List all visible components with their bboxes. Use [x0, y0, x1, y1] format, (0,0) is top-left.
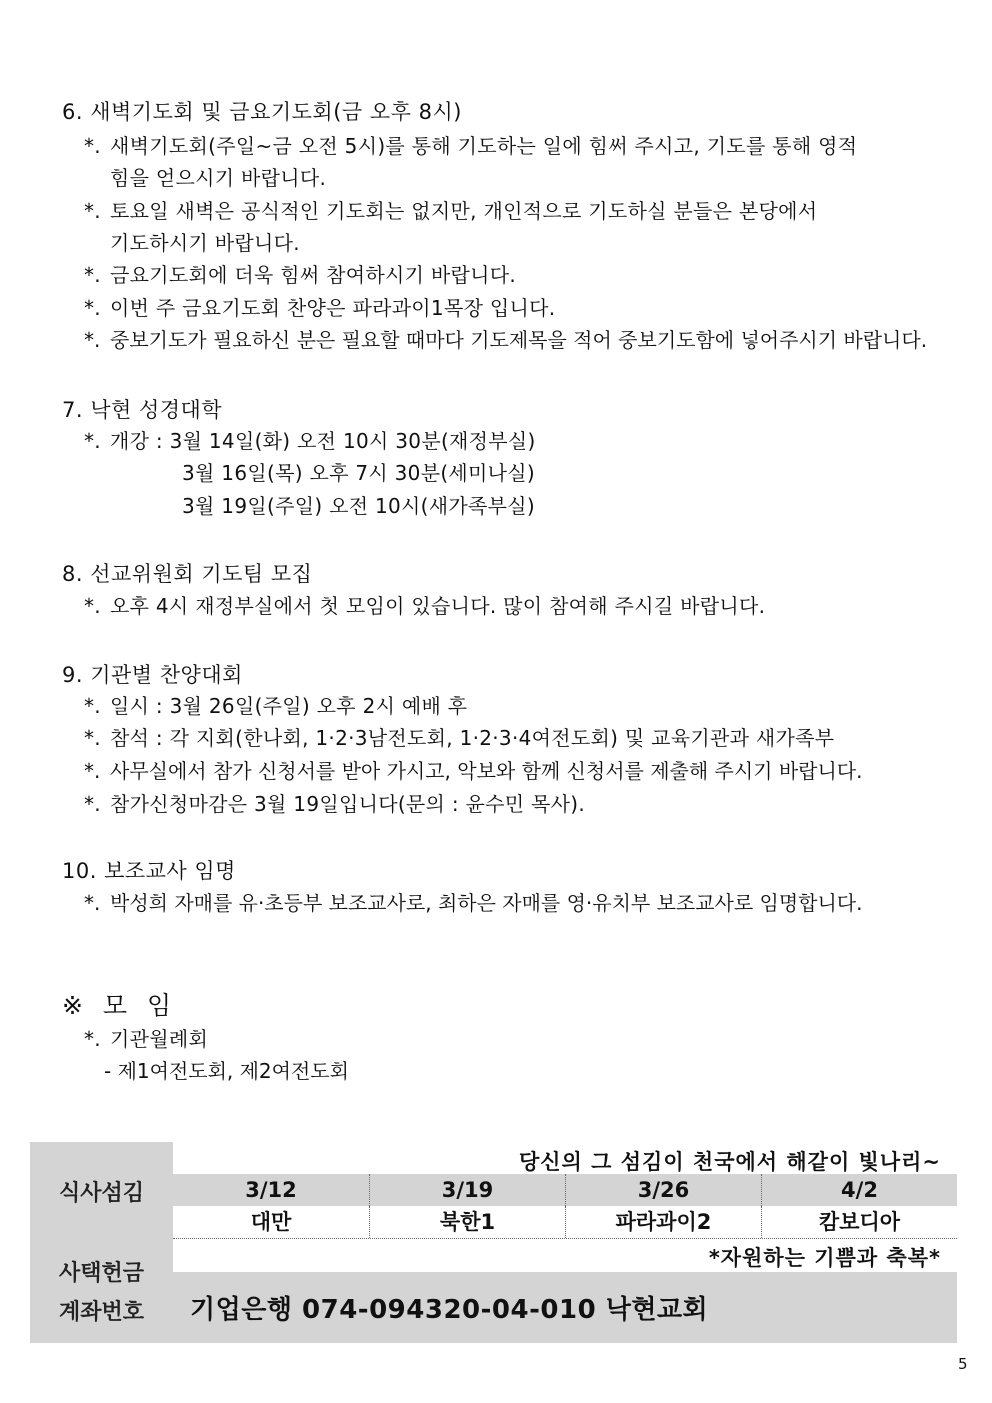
- item-text: 일시 : 3월 26일(주일) 오후 2시 예배 후: [110, 694, 468, 718]
- meal-date: 3/26: [565, 1174, 761, 1206]
- item-text-continued: 기도하시기 바랍니다.: [110, 231, 300, 255]
- item-text: 박성희 자매를 유·초등부 보조교사로, 최하은 자매를 영·유치부 보조교사로 임명합니다.: [110, 891, 863, 915]
- meeting-item: [84, 1023, 208, 1055]
- bullet: *.: [84, 694, 101, 718]
- item-text: 기관월례회: [110, 1027, 209, 1051]
- item-text: 사무실에서 참가 신청서를 받아 가시고, 악보와 함께 신청서를 제출해 주시기 바랍니다.: [110, 759, 863, 783]
- section-6-item-2: [84, 195, 944, 259]
- item-text: 이번 주 금요기도회 찬양은 파라과이1목장 입니다.: [110, 296, 556, 320]
- item-text: 중보기도가 필요하신 분은 필요할 때마다 기도제목을 적어 중보기도함에 넣어주시기 바랍니다.: [110, 328, 928, 352]
- section-6-item-3: [84, 259, 516, 291]
- offering-label: 사택헌금: [58, 1261, 144, 1286]
- bullet: *.: [84, 263, 101, 287]
- meal-group: 대만: [173, 1206, 369, 1238]
- section-8-item-1: [84, 590, 765, 622]
- meal-schedule-grid: [173, 1174, 957, 1238]
- section-10-title: 10. 보조교사 임명: [62, 859, 236, 883]
- section-10-item-1: [84, 887, 863, 919]
- item-text: 새벽기도회(주일~금 오전 5시)를 통해 기도하는 일에 힘써 주시고, 기도를 통해 영적: [110, 134, 858, 158]
- item-text-continued: 힘을 얻으시기 바랍니다.: [110, 166, 327, 190]
- bullet: *.: [84, 134, 101, 158]
- meal-group: 파라과이2: [565, 1206, 761, 1238]
- service-info-box: [30, 1142, 957, 1343]
- page-number: 5: [958, 1355, 968, 1373]
- bullet: *.: [84, 792, 101, 816]
- item-text: 참석 : 각 지회(한나회, 1·2·3남전도회, 1·2·3·4여전도회) 및 교육기관과 새가족부: [110, 726, 835, 750]
- item-text: 금요기도회에 더욱 힘써 참여하시기 바랍니다.: [110, 263, 517, 287]
- meal-date: 3/12: [173, 1174, 369, 1206]
- section-7-item-1: [84, 425, 536, 457]
- section-9-item-1: [84, 690, 467, 722]
- bullet: *.: [84, 759, 101, 783]
- item-text: 개강 : 3월 14일(화) 오전 10시 30분(재정부실): [110, 429, 536, 453]
- bullet: *.: [84, 429, 101, 453]
- slogan: 당신의 그 섬김이 천국에서 해같이 빛나리~: [518, 1150, 941, 1174]
- meeting-sub-item: - 제1여전도회, 제2여전도회: [104, 1059, 349, 1083]
- section-6-title: 6. 새벽기도회 및 금요기도회(금 오후 8시): [62, 100, 462, 124]
- bullet: *.: [84, 296, 101, 320]
- section-8-title: 8. 선교위원회 기도팀 모집: [62, 562, 313, 586]
- section-9-item-3: [84, 755, 863, 787]
- offering-note: *자원하는 기쁨과 축복*: [708, 1246, 941, 1270]
- section-6-item-1: [84, 130, 944, 194]
- offering-row: [173, 1238, 957, 1272]
- section-9-item-2: [84, 722, 834, 754]
- meal-date: 4/2: [761, 1174, 957, 1206]
- meal-group: 북한1: [369, 1206, 565, 1238]
- bullet: *.: [84, 328, 101, 352]
- account-label: 계좌번호: [58, 1300, 144, 1325]
- bullet: *.: [84, 891, 101, 915]
- bullet: *.: [84, 726, 101, 750]
- section-7-schedule-line: 3월 19일(주일) 오전 10시(새가족부실): [182, 494, 535, 518]
- meal-date: 3/19: [369, 1174, 565, 1206]
- section-7-schedule-line: 3월 16일(목) 오후 7시 30분(세미나실): [182, 461, 536, 485]
- meal-service-label: 식사섬김: [58, 1181, 144, 1206]
- bullet: *.: [84, 199, 101, 223]
- meeting-title: ※ 모 임: [62, 991, 178, 1020]
- bullet: *.: [84, 1027, 101, 1051]
- bullet: *.: [84, 594, 101, 618]
- section-7-title: 7. 낙현 성경대학: [62, 398, 223, 422]
- slogan-row: [173, 1142, 957, 1174]
- meal-group: 캄보디아: [761, 1206, 957, 1238]
- section-9-title: 9. 기관별 찬양대회: [62, 663, 243, 687]
- item-text: 참가신청마감은 3월 19일입니다(문의 : 윤수민 목사).: [110, 792, 586, 816]
- section-9-item-4: [84, 788, 585, 820]
- item-text: 토요일 새벽은 공식적인 기도회는 없지만, 개인적으로 기도하실 분들은 본당에서: [110, 199, 818, 223]
- item-text: 오후 4시 재정부실에서 첫 모임이 있습니다. 많이 참여해 주시길 바랍니다.: [110, 594, 766, 618]
- section-6-item-4: [84, 292, 555, 324]
- section-6-item-5: [84, 324, 927, 356]
- account-number: 기업은행 074-094320-04-010 낙현교회: [190, 1295, 709, 1325]
